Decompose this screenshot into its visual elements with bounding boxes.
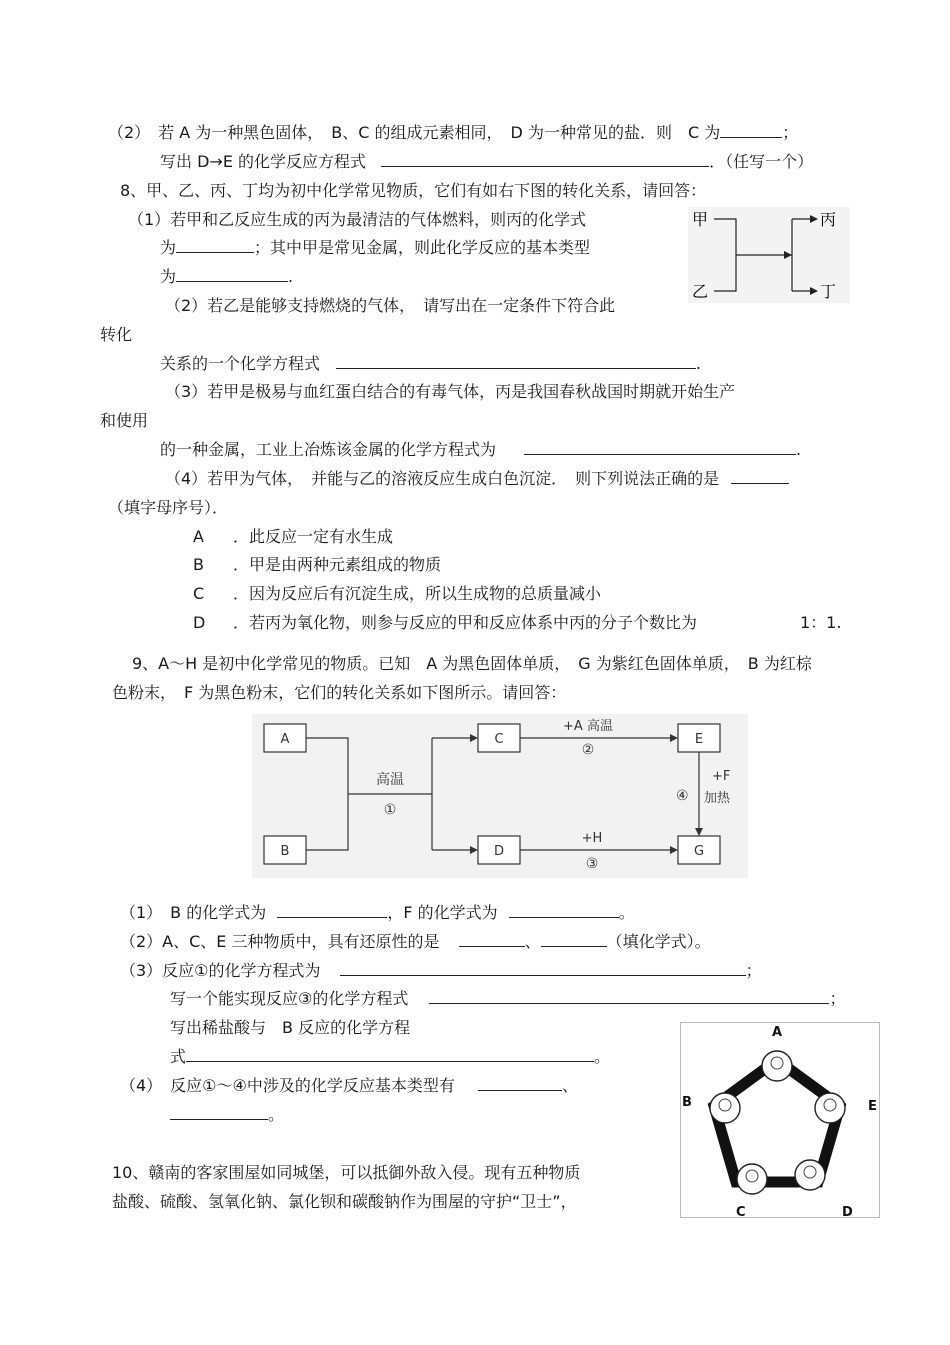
option-text: ．甲是由两种元素组成的物质 [233,555,442,574]
q9-blank-reaction3-equation[interactable] [429,989,829,1004]
guard-c-icon [737,1164,767,1194]
q9-blank-reducer-2[interactable] [541,932,607,947]
q9-conversion-diagram [252,714,748,878]
q8-p3-line3 [160,440,801,460]
q8-blank-p2-equation[interactable] [336,354,696,369]
q9-p3-end2: ； [829,989,846,1008]
q8-p3-end: . [796,440,802,459]
q7-punct: ； [782,123,799,142]
q8-p1-end: . [288,267,294,286]
q8-p1-line1: （1）若甲和乙反应生成的丙为最清洁的气体燃料，则丙的化学式 [128,210,587,229]
q9-p3-line2 [170,989,845,1009]
q8-blank-p3-equation[interactable] [524,440,796,455]
node-b: B [280,844,290,859]
guard-a-icon [762,1051,792,1081]
q8-p3-line1: （3）若甲是极易与血红蛋白结合的有毒气体，丙是我国春秋战国时期就开始生产 [165,382,736,401]
option-letter: B [193,555,204,574]
vertex-d-label: D [842,1205,853,1218]
vertex-b-label: B [682,1095,692,1110]
q10-line1: 10、赣南的客家围屋如同城堡，可以抵御外敌入侵。现有五种物质 [112,1163,581,1182]
condition-4b: 加热 [704,791,731,806]
q8-p3-line2: 和使用 [100,411,149,430]
q8-blank-reaction-type[interactable] [176,267,288,282]
q9-p3-line4 [170,1047,610,1067]
option-letter: C [193,584,205,603]
node-g: G [693,844,705,859]
q7-blank-equation[interactable] [381,152,709,167]
q9-blank-hcl-b-equation[interactable] [186,1047,594,1062]
q9-blank-type-2[interactable] [170,1105,268,1120]
q7-part2-line2 [160,152,813,172]
condition-4a: +F [712,769,731,784]
option-text: ．若丙为氧化物，则参与反应的甲和反应体系中丙的分子个数比为 [233,613,698,632]
q9-blank-reaction1-equation[interactable] [340,961,746,976]
q8-p2-text: 关系的一个化学方程式 [160,354,321,373]
q8-p1-line2 [160,238,590,258]
q7-note: ．（任写一个） [709,152,814,171]
q10-pentagon-diagram [680,1022,880,1218]
q8-p2-line1: （2）若乙是能够支持燃烧的气体， 请写出在一定条件下符合此 [165,296,616,315]
vertex-a-label: A [772,1025,783,1040]
q8-option-d [193,613,697,633]
q9-p2-end: （填化学式）。 [606,932,711,951]
q8-p2-end: . [696,354,702,373]
reaction-num-3: ③ [585,856,599,872]
q8-blank-bing-formula[interactable] [176,238,254,253]
q9-p1-end: 。 [618,903,635,922]
option-text: ．此反应一定有水生成 [233,527,394,546]
node-e: E [694,732,704,747]
q9-p2-sep: 、 [524,932,541,951]
vertex-e-label: E [868,1099,877,1114]
reaction-num-1: ① [383,802,397,818]
node-a: A [280,732,290,747]
q9-p3-line3: 写出稀盐酸与 B 反应的化学方程 [170,1018,411,1037]
q9-p4-end: 。 [268,1105,285,1124]
q8-p1-text: 为 [160,238,177,257]
q8-option-b [193,555,441,575]
q7-equation-label: 写出 D→E 的化学反应方程式 [160,152,367,171]
q9-p4-line2 [170,1105,284,1125]
q9-p1 [120,903,635,923]
q8-p1-text2: ；其中甲是常见金属，则此化学反应的基本类型 [254,238,591,257]
q8-p4-line2: （填字母序号）． [108,498,229,517]
q8-p3-text: 的一种金属，工业上冶炼该金属的化学方程式为 [160,440,497,459]
q9-p4-text: （4） 反应①～④中涉及的化学反应基本类型有 [120,1076,455,1095]
vertex-c-label: C [736,1205,746,1218]
q8-p4-line1 [165,469,789,489]
guard-b-icon [710,1093,740,1123]
q7-part2-line1 [108,123,798,143]
q8-option-a [193,527,393,547]
label-yi: 乙 [692,282,709,301]
node-d: D [493,844,505,859]
q9-blank-type-1[interactable] [478,1076,562,1091]
q7-part2-text: （2） 若 A 为一种黑色固体， B、C 的组成元素相同， D 为一种常见的盐．则 C 为 [108,123,721,142]
q9-p1-text2: ，F 的化学式为 [387,903,498,922]
q9-intro-line1: 9、A～H 是初中化学常见的物质。已知 A 为黑色固体单质， G 为紫红色固体单质， B 为红棕 [132,654,812,673]
q9-p3-text: （3）反应①的化学方程式为 [120,961,321,980]
q8-p1-line3 [160,267,293,287]
label-jia: 甲 [692,210,709,229]
q8-p4-text: （4）若甲为气体， 并能与乙的溶液反应生成白色沉淀． 则下列说法正确的是 [165,469,720,488]
condition-2: +A 高温 [563,719,613,734]
option-text: ．因为反应后有沉淀生成，所以生成物的总质量减小 [233,584,602,603]
node-c: C [494,732,504,747]
reaction-num-4: ④ [676,788,689,804]
q8-option-d-ratio: 1：1. [800,613,842,632]
q9-p3-end4: 。 [594,1047,611,1066]
condition-1: 高温 [376,772,404,788]
q8-blank-p4-answer[interactable] [731,469,789,484]
q9-p3-text4: 式 [170,1047,187,1066]
q9-blank-reducer-1[interactable] [459,932,525,947]
q8-p2-line3 [160,354,701,374]
label-ding: 丁 [820,282,837,301]
q9-blank-f-formula[interactable] [509,903,619,918]
q10-line2: 盐酸、硫酸、氢氧化钠、氯化钡和碳酸钠作为围屋的守护“卫士”， [112,1192,577,1211]
q9-p2 [120,932,711,952]
q7-blank-c[interactable] [720,123,782,138]
q8-conversion-diagram [688,207,850,303]
q9-blank-b-formula[interactable] [277,903,387,918]
option-letter: D [193,613,206,632]
q8-p1-text3: 为 [160,267,177,286]
label-bing: 丙 [820,210,837,229]
q9-p4-sep: 、 [561,1076,578,1095]
q9-p1-text: （1） B 的化学式为 [120,903,267,922]
condition-3: +H [581,831,603,846]
guard-d-icon [795,1160,825,1190]
q9-p2-text: （2）A、C、E 三种物质中，具有还原性的是 [120,932,440,951]
option-letter: A [193,527,204,546]
q9-intro-line2: 色粉末， F 为黑色粉末，它们的转化关系如下图所示。请回答： [112,683,567,702]
q9-p3-end: ； [745,961,762,980]
guard-e-icon [815,1093,845,1123]
q8-intro: 8、甲、乙、丙、丁均为初中化学常见物质，它们有如右下图的转化关系，请回答： [120,181,707,200]
q8-p2-line2: 转化 [100,325,133,344]
reaction-num-2: ② [581,742,595,758]
q9-p4-line1 [120,1076,578,1096]
q9-p3-line1 [120,961,762,981]
q8-option-c [193,584,601,604]
q9-p3-text2: 写一个能实现反应③的化学方程式 [170,989,409,1008]
